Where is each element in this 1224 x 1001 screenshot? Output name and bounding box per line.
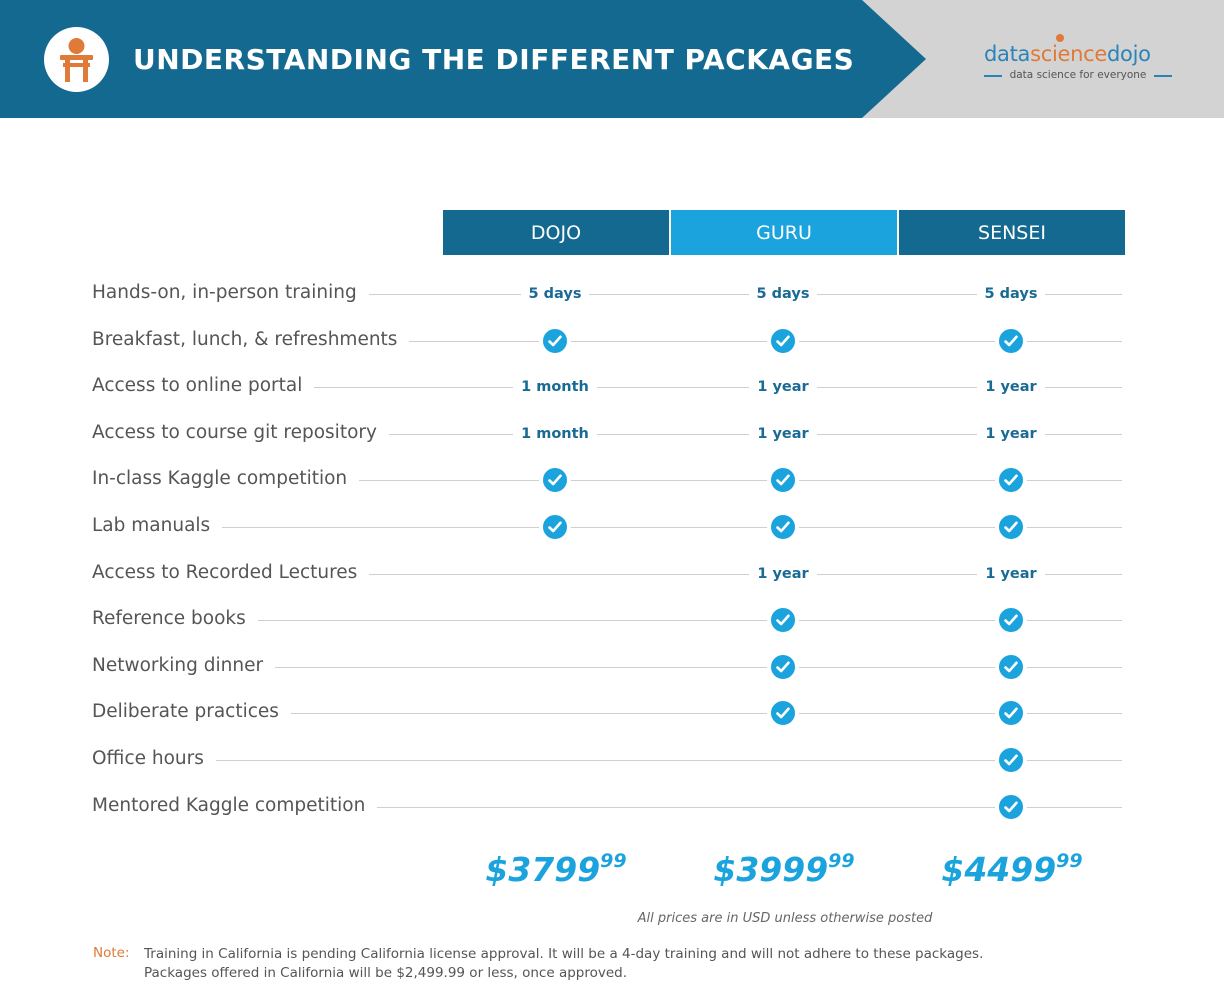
feature-cell (951, 421, 1071, 447)
feature-label: Reference books (92, 607, 258, 631)
note-text (144, 945, 1024, 983)
feature-label: Hands-on, in-person training (92, 281, 369, 305)
feature-cell (951, 467, 1071, 493)
brand-name-part2: science (1030, 42, 1108, 66)
feature-label: Lab manuals (92, 514, 222, 538)
feature-value: 1 year (749, 426, 816, 442)
checkmark-icon (995, 604, 1027, 636)
checkmark-icon (995, 464, 1027, 496)
brand-name-part1: data (984, 42, 1031, 66)
brand-dot (1056, 34, 1064, 42)
feature-cell (951, 561, 1071, 587)
feature-value: 1 year (977, 379, 1044, 395)
feature-cell (723, 700, 843, 726)
feature-value: 5 days (749, 286, 818, 302)
note-line-2: Packages offered in California will be $2,499.99 or less, once approved. (144, 965, 628, 981)
feature-cell (495, 514, 615, 540)
feature-label: Access to course git repository (92, 421, 389, 445)
note-line-1: Training in California is pending California license approval. It will be a 4-day training and will not adhere to these packages. (144, 946, 984, 962)
checkmark-icon (995, 744, 1027, 776)
brand-logo (962, 40, 1192, 90)
feature-cell (723, 281, 843, 307)
price-sensei-main: $4499 (941, 850, 1057, 889)
feature-label: In-class Kaggle competition (92, 467, 359, 491)
price-sensei (899, 850, 1125, 889)
feature-label: Access to online portal (92, 374, 314, 398)
feature-cell (951, 374, 1071, 400)
price-guru-main: $3999 (713, 850, 829, 889)
feature-cell (495, 374, 615, 400)
feature-value: 1 year (749, 379, 816, 395)
feature-cell (951, 747, 1071, 773)
feature-value: 1 year (749, 566, 816, 582)
checkmark-icon (539, 325, 571, 357)
page-title: UNDERSTANDING THE DIFFERENT PACKAGES (133, 43, 855, 76)
price-currency-note: All prices are in USD unless otherwise posted (637, 911, 933, 926)
package-header-sensei: SENSEI (899, 210, 1125, 255)
checkmark-icon (767, 651, 799, 683)
feature-cell (723, 561, 843, 587)
checkmark-icon (767, 325, 799, 357)
checkmark-icon (539, 464, 571, 496)
feature-value: 1 year (977, 566, 1044, 582)
feature-cell (951, 700, 1071, 726)
torii-gate-icon (44, 27, 109, 92)
checkmark-icon (539, 511, 571, 543)
feature-cell (723, 514, 843, 540)
feature-cell (951, 654, 1071, 680)
feature-cell (723, 654, 843, 680)
brand-name (984, 42, 1151, 66)
feature-cell (951, 514, 1071, 540)
feature-cell (951, 607, 1071, 633)
package-header-guru: GURU (671, 210, 897, 255)
feature-cell (723, 421, 843, 447)
price-guru (671, 850, 897, 889)
checkmark-icon (767, 511, 799, 543)
feature-cell (723, 374, 843, 400)
feature-label: Networking dinner (92, 654, 275, 678)
price-sensei-cents: 99 (1056, 850, 1083, 872)
feature-value: 1 month (513, 379, 597, 395)
feature-cell (495, 421, 615, 447)
package-header-dojo: DOJO (443, 210, 669, 255)
checkmark-icon (995, 791, 1027, 823)
checkmark-icon (767, 604, 799, 636)
checkmark-icon (767, 464, 799, 496)
feature-cell (495, 467, 615, 493)
feature-cell (723, 607, 843, 633)
price-guru-cents: 99 (828, 850, 855, 872)
feature-label: Deliberate practices (92, 700, 291, 724)
checkmark-icon (995, 651, 1027, 683)
feature-cell (495, 281, 615, 307)
feature-value: 1 year (977, 426, 1044, 442)
checkmark-icon (767, 697, 799, 729)
feature-cell (495, 328, 615, 354)
feature-cell (723, 328, 843, 354)
checkmark-icon (995, 697, 1027, 729)
price-dojo-cents: 99 (600, 850, 627, 872)
checkmark-icon (995, 511, 1027, 543)
note-label: Note: (93, 945, 130, 961)
brand-tagline-wrap (984, 69, 1172, 83)
brand-name-part3: dojo (1107, 42, 1151, 66)
brand-tagline: data science for everyone (1009, 69, 1147, 81)
price-dojo-main: $3799 (485, 850, 601, 889)
feature-label: Breakfast, lunch, & refreshments (92, 328, 409, 352)
checkmark-icon (995, 325, 1027, 357)
feature-cell (951, 794, 1071, 820)
feature-cell (723, 467, 843, 493)
feature-value: 5 days (521, 286, 590, 302)
feature-label: Mentored Kaggle competition (92, 794, 377, 818)
feature-value: 1 month (513, 426, 597, 442)
brand-dash-right (1154, 75, 1172, 77)
feature-label: Office hours (92, 747, 216, 771)
feature-cell (951, 281, 1071, 307)
feature-label: Access to Recorded Lectures (92, 561, 369, 585)
price-dojo (443, 850, 669, 889)
feature-value: 5 days (977, 286, 1046, 302)
feature-cell (951, 328, 1071, 354)
